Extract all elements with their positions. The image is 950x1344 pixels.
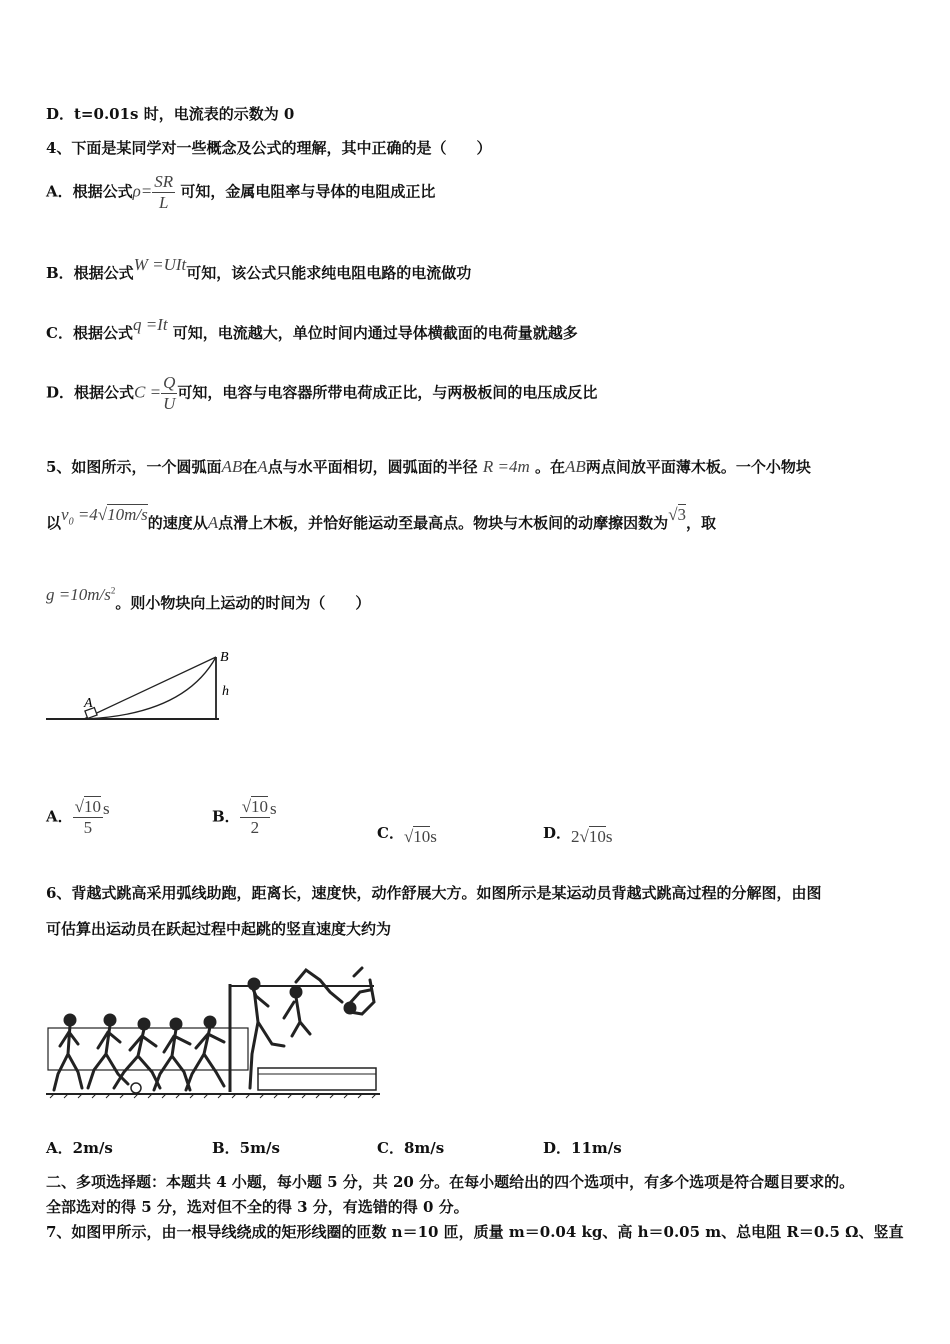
section-2-line-1: 二、多项选择题：本题共 4 小题，每小题 5 分，共 20 分。在每小题给出的四个选项中，有多个选项是符合题目要求的。 [46, 1173, 855, 1191]
q6-option-b: B．5m/s [212, 1139, 280, 1157]
section-2-line-2: 全部选对的得 5 分，选对但不全的得 3 分，有选错的得 0 分。 [46, 1198, 469, 1216]
q5-option-a-numerator: √10 [74, 797, 101, 816]
q4-b-formula: W =UIt [133, 255, 187, 274]
q4-a-text: 可知，金属电阻率与导体的电阻成正比 [180, 182, 436, 201]
q5-option-d-unit: s [605, 827, 613, 846]
q5-l1-text-a: 5、如图所示，一个圆弧面 [46, 458, 222, 476]
q4-c-formula: q =It [132, 315, 168, 334]
q4-a-prefix: A．根据公式 [46, 182, 133, 201]
q5-option-c-radicand: 10 [413, 827, 431, 846]
q5-line-2 [46, 505, 717, 535]
q6-high-jump-figure [44, 962, 384, 1107]
q5-option-a [46, 797, 110, 838]
q6-landing-mat [258, 1068, 376, 1090]
q5-l1-text-e: 两点间放平面薄木板。一个小物块 [585, 458, 811, 476]
q5-option-b-label: B． [212, 807, 240, 826]
q6-line-2: 可估算出运动员在跃起过程中起跳的竖直速度大约为 [46, 920, 392, 938]
q5-l1-text-d: 。在 [535, 458, 566, 476]
q5-l1-text-b: 在 [242, 458, 258, 476]
q5-option-b-fraction [240, 797, 270, 838]
q5-option-a-label: A． [46, 807, 73, 826]
q5-plank [84, 657, 216, 719]
q5-l2-text-b: 的速度从 [147, 514, 208, 532]
q5-option-d-radicand: 10 [588, 827, 606, 846]
q6-athlete-sequence [54, 968, 374, 1090]
q4-c-text: 可知，电流越大，单位时间内通过导体横截面的电荷量就越多 [172, 324, 578, 342]
q4-d-denominator: U [163, 394, 176, 413]
q5-l1-math-a: A [257, 457, 268, 476]
q4-c-prefix: C．根据公式 [46, 324, 133, 342]
q5-option-a-unit: s [102, 798, 110, 818]
q5-friction-radical: √3 [668, 505, 687, 524]
q5-l1-math-radius: R =4m [482, 457, 530, 476]
q4-a-denominator: L [158, 193, 169, 212]
q5-velocity-subscript: 0 [68, 516, 74, 528]
q5-velocity-eq: =4 [77, 505, 98, 524]
q5-l2-text-a: 以 [46, 514, 62, 532]
q6-ball [131, 1083, 141, 1093]
q5-velocity-radical: √10m/s [97, 505, 148, 524]
q5-velocity-radicand: 10m/s [107, 505, 148, 524]
q4-d-formula-lhs: C = [134, 382, 162, 402]
q5-l3-text: 。则小物块向上运动的时间为（ ） [115, 594, 371, 612]
q6-option-a: A．2m/s [46, 1139, 113, 1157]
q5-option-d [543, 822, 613, 846]
q7-line-1: 7、如图甲所示，由一根导线绕成的矩形线圈的匝数 n＝10 匝，质量 m＝0.04 kg、高 h＝0.05 m、总电阻 R＝0.5 Ω、竖直 [46, 1223, 904, 1241]
q5-option-d-label: D． [543, 824, 572, 842]
q5-l1-math-ab-2: AB [565, 457, 586, 476]
q5-option-b-denominator: 2 [250, 818, 260, 837]
q4-option-d [46, 373, 597, 414]
q4-d-text: 可知，电容与电容器所带电荷成正比，与两极板间的电压成反比 [177, 383, 598, 402]
q5-l2-text-d: ，取 [686, 514, 717, 532]
q5-label-a: A [84, 696, 93, 711]
q5-label-h: h [222, 684, 229, 699]
q6-option-d: D．11m/s [543, 1139, 622, 1157]
q4-option-a [46, 172, 435, 213]
q4-d-prefix: D．根据公式 [46, 383, 135, 402]
q5-option-a-radicand: 10 [83, 797, 101, 816]
q5-option-b-unit: s [270, 798, 277, 818]
q4-stem: 4、下面是某同学对一些概念及公式的理解，其中正确的是（ ） [46, 139, 492, 157]
q4-option-c [46, 315, 578, 343]
q5-friction-radicand: 3 [677, 505, 687, 524]
q5-option-b-numerator: √10 [241, 797, 269, 816]
q6-option-c: C．8m/s [377, 1139, 445, 1157]
q5-option-a-denominator: 5 [83, 818, 93, 837]
q5-option-c-radical: √10s [403, 827, 437, 846]
q4-a-formula-lhs: ρ= [132, 181, 153, 201]
q6-line-1: 6、背越式跳高采用弧线助跑，距离长，速度快，动作舒展大方。如图所示是某运动员背越式跳高过程的分解图，由图 [46, 884, 822, 902]
q3-option-d: D．t=0.01s 时，电流表的示数为 0 [46, 105, 295, 123]
q5-option-d-radical: 2√10s [571, 827, 613, 846]
q5-velocity [61, 505, 148, 528]
q5-l1-text-c: 点与水平面相切，圆弧面的半径 [267, 458, 478, 476]
q4-option-b [46, 255, 472, 283]
q5-l2-math-a: A [207, 513, 219, 532]
q4-d-fraction [161, 373, 177, 414]
q5-incline-figure [44, 645, 244, 727]
q5-l2-text-c: 点滑上木板，并恰好能运动至最高点。物块与木板间的动摩擦因数为 [218, 514, 669, 532]
q5-option-c [377, 822, 437, 846]
q4-a-fraction [152, 172, 175, 213]
q6-fence [48, 1028, 248, 1070]
q5-line-3 [46, 585, 371, 613]
q5-label-b: B [220, 650, 229, 665]
q5-option-b-radicand: 10 [251, 797, 269, 816]
q5-gravity [46, 585, 115, 604]
q5-option-a-fraction [73, 797, 103, 838]
q4-d-numerator: Q [163, 373, 176, 392]
q5-l1-math-ab: AB [221, 457, 243, 476]
q5-line-1 [46, 456, 811, 477]
q5-option-d-coefficient: 2 [571, 827, 580, 846]
q5-gravity-value: g =10m/s [46, 585, 111, 604]
q4-b-prefix: B．根据公式 [46, 264, 134, 282]
q4-a-numerator: SR [154, 172, 174, 191]
q5-option-c-unit: s [430, 827, 437, 846]
q5-option-b [212, 797, 277, 838]
q4-b-text: 可知，该公式只能求纯电阻电路的电流做功 [186, 264, 472, 282]
q5-velocity-symbol: v [61, 505, 69, 524]
q5-option-c-label: C． [377, 824, 404, 842]
q5-gravity-superscript: 2 [110, 585, 116, 596]
